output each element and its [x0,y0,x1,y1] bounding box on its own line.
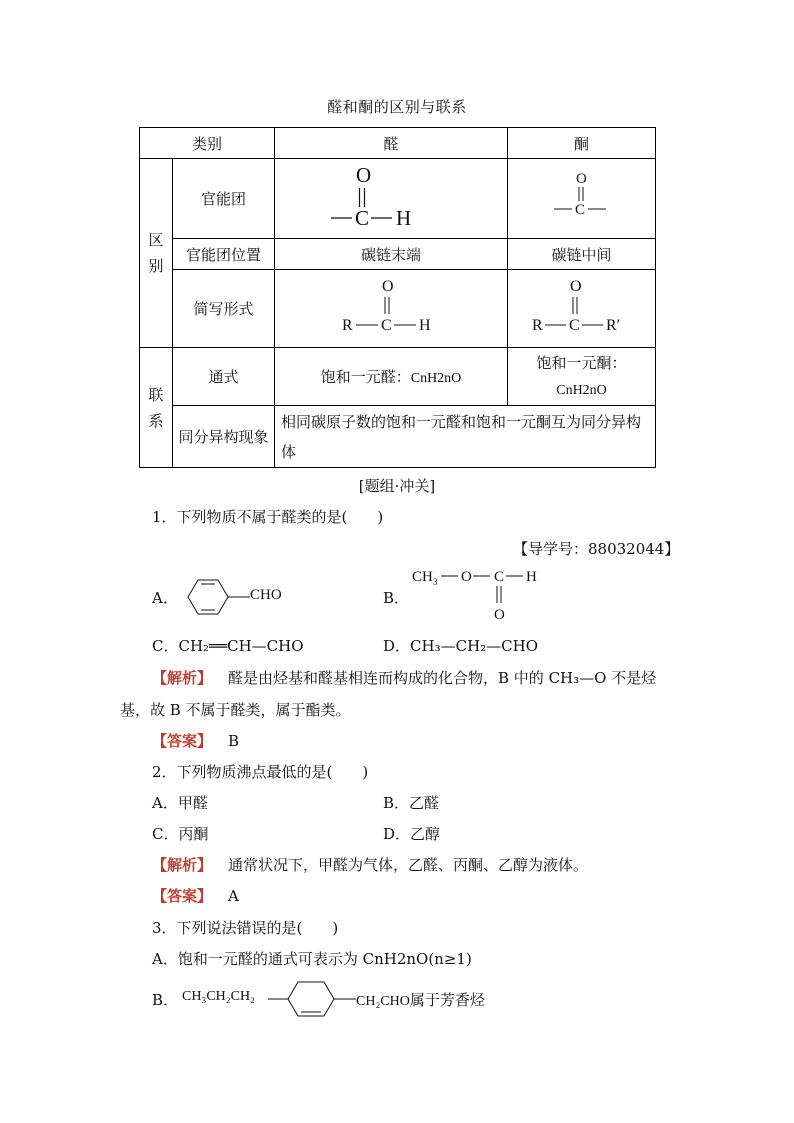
q1-analysis-tag: 【解析】 [152,669,213,687]
ketone-short-form [508,270,656,348]
svg-text:R: R [531,316,543,334]
svg-text:C: C [381,316,392,334]
comparison-table [139,127,656,468]
q2-option-d: D．乙醇 [383,825,441,843]
svg-text:R′: R′ [605,316,620,334]
group-link [140,348,173,468]
ketone-short-formula [532,274,632,340]
q2-analysis: 通常状况下，甲醛为气体，乙醛、丙酮、乙醇为液体。 [228,856,589,874]
q1-option-b-formula [410,563,546,625]
q1-answer-tag: 【答案】 [152,732,213,750]
q3-option-b-right-group: CH₂CHO [356,994,410,1009]
q1-option-a-label: A． [152,589,178,607]
svg-text:H: H [526,569,537,585]
svg-text:O: O [569,277,582,295]
q2-answer: A [228,887,239,905]
aldehyde-general-formula [275,348,508,406]
q2-option-c: C．丙酮 [152,825,209,843]
header-ketone: 酮 [508,128,656,159]
svg-text:R: R [342,316,353,334]
q1-option-b-label: B． [383,589,410,607]
ketone-general-formula [508,348,656,406]
group-difference-label: 区别 [148,231,164,275]
q2-option-a: A．甲醛 [152,794,208,812]
section-tag: [题组·冲关] [358,477,436,495]
aldehyde-general-formula-value: CnH2nO [410,371,462,386]
ketone-group-formula [550,167,614,227]
q1-analysis-line1: 醛是由烃基和醛基相连而构成的化合物，B 中的 CH₃—O 不是烃 [228,669,657,687]
q1-stem: 1．下列物质不属于醛类的是( ) [152,508,384,526]
aldehyde-short-form [275,270,508,348]
svg-text:O: O [494,607,505,623]
aldehyde-general-prefix: 饱和一元醛： [320,368,411,386]
svg-text:O: O [575,170,587,187]
aldehyde-group-formula [331,161,451,233]
ketone-general-prefix: 饱和一元酮： [536,353,627,372]
aldehyde-short-formula [341,274,441,340]
row-label-isomerism: 同分异构现象 [173,406,275,468]
q1-option-d: D．CH₃—CH₂—CHO [383,637,539,655]
q1-answer: B [228,732,240,750]
aldehyde-position: 碳链末端 [275,239,508,270]
row-label-general-formula: 通式 [173,348,275,406]
q2-stem: 2．下列物质沸点最低的是( ) [152,763,369,781]
svg-text:C: C [355,205,370,230]
q2-answer-tag: 【答案】 [152,887,213,905]
q1-guide-number: 【导学号：88032044】 [513,540,680,558]
svg-text:O: O [461,569,472,585]
svg-text:O: O [382,277,394,295]
table-title: 醛和酮的区别与联系 [327,98,467,116]
isomerism-content: 相同碳原子数的饱和一元醛和饱和一元酮互为同分异构体 [275,406,656,468]
ketone-general-formula-value: CnH2nO [556,382,607,398]
row-label-short-form: 简写形式 [173,270,275,348]
header-aldehyde: 醛 [275,128,508,159]
q3-option-b-tail: 属于芳香烃 [409,991,485,1009]
header-category: 类别 [140,128,275,159]
q3-option-a: A．饱和一元醛的通式可表示为 CnH2nO(n≥1) [152,950,472,968]
aldehyde-group-structure [275,159,508,239]
svg-text:H: H [396,205,412,230]
svg-text:C: C [568,316,580,334]
q3-option-b-label: B． [152,991,179,1009]
row-label-position: 官能团位置 [173,239,275,270]
svg-text:3: 3 [433,577,438,587]
q3-benzene-ring-icon [268,972,356,1026]
group-difference [140,159,173,348]
svg-text:CH: CH [412,569,433,585]
group-link-label: 联系 [148,385,164,430]
svg-text:C: C [574,201,585,218]
benzene-ring-icon [176,570,250,624]
q3-option-b-left-group: CH₃CH₂CH₂ [182,989,255,1004]
q1-analysis-line2: 基，故 B 不属于醛类，属于酯类。 [120,701,351,719]
q1-option-a-group: CHO [250,587,282,603]
q1-option-c: C．CH₂══CH—CHO [152,637,304,655]
q3-stem: 3．下列说法错误的是( ) [152,919,339,937]
row-label-functional-group: 官能团 [173,159,275,239]
ketone-position: 碳链中间 [508,239,656,270]
svg-text:C: C [494,569,505,585]
q2-option-b: B．乙醛 [383,794,440,812]
q2-analysis-tag: 【解析】 [152,856,213,874]
svg-text:O: O [356,162,372,187]
ketone-group-structure [508,159,656,239]
svg-text:H: H [419,316,431,334]
